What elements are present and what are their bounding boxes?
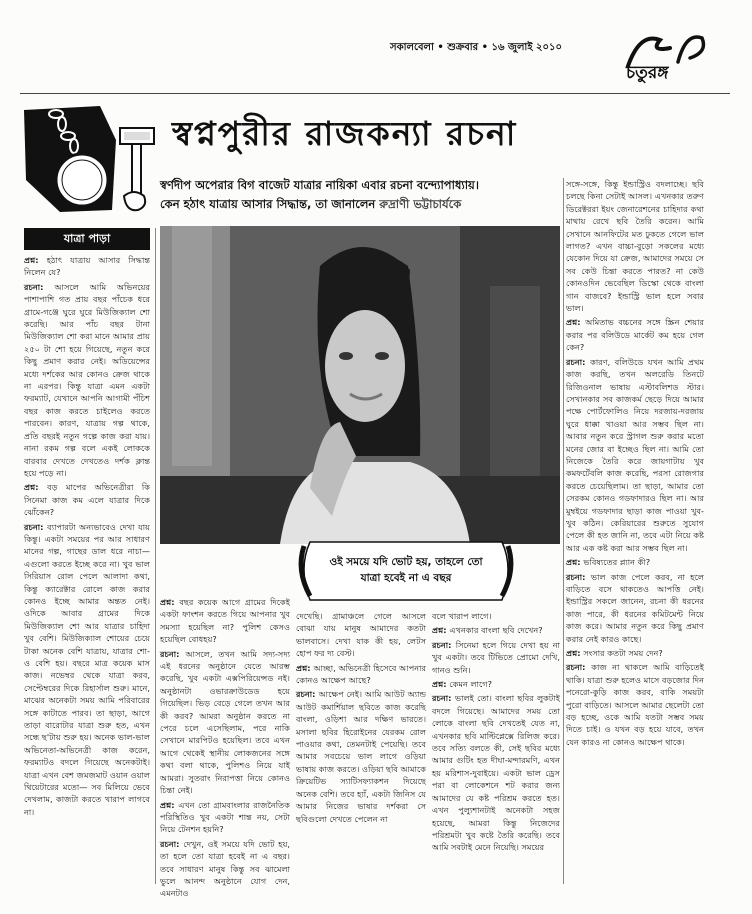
supplement-logo [620, 22, 715, 82]
speaker-label: প্রশ্ন: [432, 625, 450, 636]
iron-ball-icon [56, 154, 108, 206]
paragraph-text: এখনকার বাংলা ছবি দেখেন? [449, 625, 543, 636]
speaker-label: রচনা: [160, 838, 184, 849]
article-paragraph [160, 799, 290, 836]
paragraph-text: বছর কয়েক আগে গ্রামের দিকেই একটা ফাংশন করতে গিয়ে আপনার খুব সমস্যা হয়েছিল না? পুলিশ কেসও হয়েছিল বোধহয়? [160, 597, 291, 645]
paragraph-text: সঙ্গে-সঙ্গে, কিন্তু ইন্ডাস্ট্রিও বদলাচ্ছে। ছবি চলছে কিনা সেটাই আসল। এখনকার তরুণ ডিরেক্টররা ইয়ং জেনারেশনের চাহিদার কথা মাথায় রেখে ছবি তৈরি করেন। আমি সেখানে আনফিটের মত ঢুকতে গেলে ভাল লাগত? এখন বাচ্চা-বুড়ো সকলের মধ্যে যেকোন দিয়ে যা ক্রেজ, আমাদের সময়ে সে সব কেউ চিন্তা করতে পারত? না কেউ কোনওদিন ভেবেছিল ডিস্কো থেকে বাংলা গান বাজবে? ইন্ডাস্ট্রি ভাল হলে সবার ভাল। [566, 179, 704, 314]
speaker-label: রচনা: [432, 639, 456, 650]
paragraph-text: আক্ষেপ নেই। আমি আউট অ্যান্ড আউট কমার্শিয়াল ছবিতে কাজ করেছি বাংলা, ওড়িশা আর দক্ষিণ ভারতে। মসালা ছবির হিরোইনের যেরকম রোল পাওয়ার কথা, তেমনটাই পেয়েছি। তবে আমার সবচেয়ে ভাল লাগে ওড়িয়া ভাষায় কাজ করতে। ওড়িয়া ছবি আমাকে ক্রিয়েটিভ স্যাটিসফ্যাকশন দিয়েছে অনেক বেশি। তবে হ্যাঁ, একটা জিনিস যে আমার নিজের ভাষার দর্শকরা সে ছবিগুলো দেখতে পেলেন না [296, 689, 426, 824]
article-paragraph [566, 571, 704, 645]
column-rule [155, 228, 156, 884]
paragraph-text: কাজ না থাকলে আমি বাড়িতেই থাকি। যাত্রা শুরু হলেও মাসে বড়জোর দিন পনেরো-কুড়ি কাজ করব, বাকি সময়টা পুরো বাড়িতে। আসলে আমার ছেলেটা তো বড় হচ্ছে, ওকে আমি যতটা সম্ভব সময় দিতে চাই। ও যখন বড় হয়ে যাবে, তখন যেন কারও না কোনও আক্ষেপ থাকে। [566, 662, 704, 747]
paragraph-text: কেমন লাগে? [449, 679, 492, 690]
speaker-label: প্রশ্ন: [296, 662, 314, 673]
pull-quote-text: ওই সময়ে যদি ভোট হয়, তাহলে তো যাত্রা হবেই না এ বছর [329, 556, 483, 584]
paragraph-text: বড় মাপের অভিনেত্রীরা কি সিনেমা কাজ কম এলে যাত্রার দিকে ঝোঁকেন? [24, 482, 151, 518]
paragraph-text: ব্যাপারটা অন্যভাবেও দেখা যায় কিন্তু। একটা সময়ের পর আর সাধারণ মানের গল্প, গাছের ডাল ধরে নাচা— এগুলো করতে ইচ্ছে করে না। খুব ভাল সিরিয়াস রোল পেলে আলাদা কথা, কিন্তু ক্যারেক্টার রোলে কাজ করার কোনও ইচ্ছে আমার অন্তত নেই। ওদিকে আবার গ্রামের দিকে মিউজিক্যাল শো আর যাত্রার চাহিদা খুব বেশি। মিউজিক্যাল শোয়ের চেয়ে টাকা অনেক বেশি যাত্রায়, যাত্রার শো-ও বেশি হয়। বছরে মাত্র কয়েক মাস কাজ। নভেম্বর থেকে যাত্রা করব, সেপ্টেম্বরের দিকে রিহার্সাল শুরু। মানে, মাঝের অনেকটা সময় আমি পরিবারের সঙ্গে কাটাতে পারব। তা ছাড়া, আগে তাড়া বারোটার যাত্রা শুরু হত, এখন সন্ধে ছ'টায় শুরু হয়। অনেক ভাল-ভাল অভিনেতা-অভিনেত্রী কাজ করেন, ফরম্যাটও বদলে গিয়েছে অনেকটাই। যাত্রা এখন বেশ জমজমাট ওয়ান ওয়াল থিয়েটারের মতো— সব মিলিয়ে ভেবে দেখলাম, কাজটা করতে খারাপ লাগবে না। [24, 521, 150, 817]
speaker-label: রচনা: [566, 662, 592, 673]
wooden-mallet-illustration [120, 128, 154, 210]
masthead: সকালবেলা • শুক্রবার • ১৬ জুলাই ২০১০ [390, 42, 562, 53]
speaker-label: প্রশ্ন: [160, 799, 179, 810]
article-paragraph [566, 647, 704, 659]
top-rule [20, 93, 730, 94]
supplement-logo-text: চতুরঙ্গ [626, 63, 669, 83]
paragraph-text: হঠাৎ যাত্রায় আসার সিদ্ধান্ত নিলেন যে? [24, 255, 151, 278]
deck-line-2: কেন হঠাৎ যাত্রায় আসার সিদ্ধান্ত, তা জানালেন [160, 197, 376, 211]
paragraph-text: দেখেছি। গ্রামাঞ্চলে গেলে আসলে বোঝা যায় মানুষ আমাদের কতটা ভালবাসে। দেখা যাক কী হয়, লেটস হোপ ফর দ্য বেস্ট। [296, 611, 426, 659]
article-paragraph [24, 481, 150, 518]
article-paragraph [432, 678, 560, 690]
paragraph-text: ভাল কাজ পেলে করব, না হলে বাড়িতে বসে থাকতেও আপত্তি নেই। ইন্ডাস্ট্রির সকলে জানেন, রচনা কী ধরনের কাজ পারে, কী ধরনের কমিটমেন্ট নিয়ে কাজ করে। আমার নতুন করে কিছু প্রমাণ করার নেই কারও কাছে। [566, 571, 704, 644]
article-paragraph [160, 596, 290, 646]
article-paragraph [432, 639, 560, 676]
text-column-3 [296, 610, 426, 886]
speaker-label: রচনা: [566, 571, 591, 582]
paragraph-text: আসলে, তখন আমি সদ্য-সদ্য এই ধরনের অনুষ্ঠানে যেতে আরম্ভ করেছি, খুব একটা এক্সপিরিয়েন্সড নই। অনুষ্ঠানটা ওভারক্রাউডেড হয়ে গিয়েছিল। ভিড় বেড়ে গেলে তখন আর কী করব? আমরা অনুষ্ঠান করতে না পেরে চলে এসেছিলাম, পরে নাকি সেখানে মারপিটও হয়েছিল। তবে এখন আগে থেকেই স্থানীয় লোকজনের সঙ্গে কথা বলা থাকে, পুলিশও নিয়ে যাই আমরা। সুতরাং নিরাপত্তা নিয়ে কোনও চিন্তা নেই। [160, 648, 290, 796]
text-column-4 [432, 610, 560, 886]
article-paragraph [296, 610, 426, 660]
paragraph-text: দেখুন, ওই সময়ে যদি ভোট হয়, তা হলে তো যাত্রা হবেই না এ বছর। তবে সাধারণ মানুষ কিন্তু সব ঝামেলা ভুলে আনন্দ অনুষ্ঠানে যোগ দেন, এমনটাও [160, 838, 290, 899]
deck-line-1: স্বর্ণদীপ অপেরার বিগ বাজেট যাত্রার নায়িকা এবার রচনা বন্দ্যোপাধ্যায়। [160, 178, 479, 192]
speaker-label: রচনা: [296, 689, 319, 700]
article-paragraph [160, 838, 290, 900]
paragraph-text: ভবিষ্যতের প্ল্যান কী? [583, 557, 651, 568]
article-paragraph [24, 521, 150, 819]
article-paragraph [566, 356, 704, 555]
paragraph-text: কারণ, বলিউডে যখন আমি প্রথম কাজ করছি, তখন অলরেডি তিনটে রিজিওনাল ভাষায় এস্টাবলিশড স্টার। সেখানকার সব কাজকর্ম ছেড়ে দিয়ে আমার পক্ষে পোর্টফোলিও নিয়ে দরজায়-দরজায় ঘুরে ধাক্কা খাওয়া আর সম্ভব ছিল না। আবার নতুন করে স্ট্রাগল শুরু করার মতো মনের জোর বা ইচ্ছেও ছিল না। আমি তো নিজেকে তৈরি করে জায়গাটায় খুব কমফর্টেবলি কাজ করেছি, পরসা রোজগার করতে চেয়েছিলাম। তা ছাড়া, আমার তো সেরকম কোনও গডফাদারও ছিল না। আর মুম্বইয়ে গডফাদার ছাড়া কাজ পাওয়া খুব-খুব কঠিন। কেরিয়ারের শুরুতে সুযোগ পেলে কী হত জানি না, তবে এটা নিয়ে কষ্ট আর এক কষ্ট করা আর সম্ভব ছিল না। [566, 356, 704, 553]
article-paragraph [566, 661, 704, 748]
paragraph-text: অমিতাভ বচ্চনের সঙ্গে স্ক্রিন শেয়ার করার পর বলিউডে মার্কেট কম হয়ে গেল কেন? [566, 317, 705, 353]
paragraph-text: ভালই তো। বাংলা ছবির লুকটাই বদলে গিয়েছে। আমাদের সময় তো লোকে বাংলা ছবি দেখতেই যেত না, এখনকার ছবি মাল্টিপ্লেক্সে রিলিজ করে। তবে সত্যি বলতে কী, সেই ছবির মধ্যে আমার গুটিং হত দীঘা-মন্দারমণি, এখন হয় মরিশাস-দুবাইয়ে। একটা ভাল ড্রেস পরা বা লোকেশনে শট করার জন্য আমাদের যে কষ্ট পরিশ্রম করতে হত। এখন পুল্যুশানটাই অনেকটা সহজ হয়েছে, আমরা কিন্তু নিজেদের পরিশ্রমটা খুব কষ্টে তৈরি করেছি। তবে আমি সবটাই মেনে নিয়েছি। সময়ের [432, 693, 560, 853]
article-paragraph [24, 281, 150, 480]
article-paragraph [566, 178, 704, 314]
speaker-label: রচনা: [24, 521, 48, 532]
issue-day: শুক্রবার [447, 42, 479, 53]
article-paragraph [296, 662, 426, 687]
paragraph-text: আসলে আমি অভিনয়ের পাশাপাশি গত প্রায় বছর পাঁচেক ধরে গ্রামে-গঞ্জে ঘুরে ঘুরে মিউজিক্যাল শো করেছি। আর পাঁচ বছর টানা মিউজিক্যাল শো করা মানে আমার প্রায় ২৫০ টা শো হয়ে গিয়েছে, নতুন করে কিছু প্রমাণ করার নেই। অডিয়েন্সের মধ্যে দর্শকের আর কোনও ক্রেজ থাকে না এরপর। কিন্তু যাত্রা এমন একটা ফরম্যাট, যেখানে আপনি আগামী পঁচিশ বছর কাজ করতে চাইলেও করতে পারবেন। কারণ, যাত্রায় গল্প থাকে, প্রতি বছরই নতুন গল্পে কাজ করা যায়। নানা রকম গল্প বলে একই লোককে বারবার দেখতে দেখতেও দর্শক ক্লান্ত হয়ে পড়ে না। [24, 281, 150, 478]
paragraph-text: এখন তো গ্রামবাংলার রাজনৈতিক পরিস্থিতিও খুব একটা শান্ত নয়, সেটা নিয়ে টেনশন হয়নি? [160, 799, 290, 835]
text-column-2 [160, 596, 291, 899]
speaker-label: রচনা: [160, 648, 186, 659]
text-column-5 [566, 178, 704, 886]
article-paragraph [432, 610, 560, 622]
text-column-1 [24, 254, 150, 884]
speaker-label: প্রশ্ন: [432, 679, 450, 690]
speaker-label: প্রশ্ন: [566, 317, 586, 328]
speaker-label: প্রশ্ন: [566, 648, 584, 659]
speaker-label: প্রশ্ন: [160, 597, 180, 607]
paragraph-text: সংসার কতটা সময় দেন? [583, 648, 663, 659]
article-paragraph [432, 624, 560, 636]
section-tag: যাত্রা পাড়া [24, 228, 150, 250]
paper-name: সকালবেলা [390, 42, 434, 53]
article-paragraph [296, 688, 426, 824]
article-paragraph [24, 254, 150, 279]
deck [160, 176, 560, 214]
article-paragraph [566, 316, 704, 353]
speaker-label: প্রশ্ন: [24, 482, 48, 493]
article-paragraph [160, 648, 290, 797]
headline: স্বপ্নপুরীর রাজকন্যা রচনা [172, 114, 518, 153]
paragraph-text: আচ্ছা, অভিনেত্রী হিসেবে আপনার কোনও আক্ষেপ আছে? [296, 662, 427, 686]
speaker-label: রচনা: [566, 356, 591, 367]
speaker-label: রচনা: [432, 693, 455, 704]
issue-date: ১৬ জুলাই ২০১০ [491, 42, 562, 53]
reporter-name: রুদ্রাণী ভট্টাচার্যকে [379, 197, 462, 211]
speaker-label: রচনা: [24, 281, 55, 292]
speaker-label: প্রশ্ন: [566, 557, 584, 568]
paragraph-text: সিনেমা হলে গিয়ে দেখা হয় না খুব একটা। তবে টিভিতে প্রোমো দেখি, গানও শুনি। [432, 639, 560, 675]
portrait-photo [160, 226, 560, 544]
column-rule [563, 178, 564, 884]
chain-ball-illustration [20, 100, 160, 218]
speaker-label: প্রশ্ন: [24, 255, 47, 265]
paragraph-text: বলে খারাপ লাগে। [432, 611, 492, 621]
article-paragraph [432, 692, 560, 853]
article-paragraph [566, 556, 704, 568]
